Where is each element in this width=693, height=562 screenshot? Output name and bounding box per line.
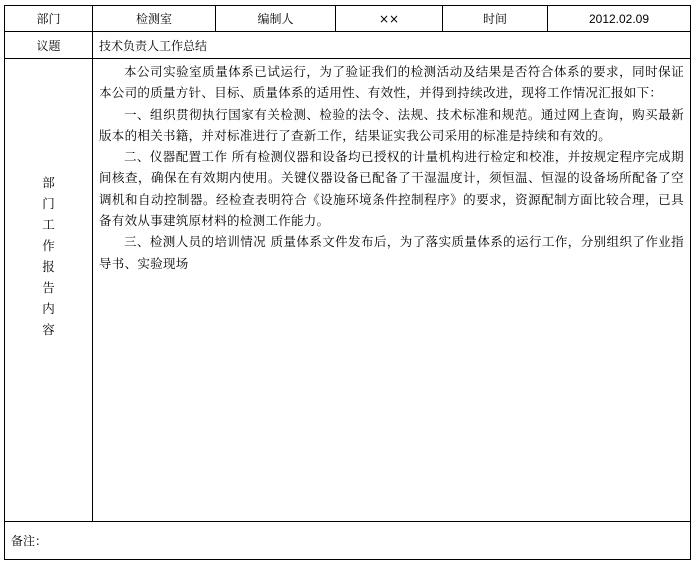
content-label-cell <box>5 59 93 522</box>
content-paragraph-4: 三、检测人员的培训情况 质量体系文件发布后，为了落实质量体系的运行工作，分别组织了作业指导书、实验现场 <box>99 234 684 271</box>
time-value: 2012.02.09 <box>548 6 691 32</box>
header-row <box>5 6 691 32</box>
topic-label: 议题 <box>5 32 93 59</box>
dept-value: 检测室 <box>93 6 216 32</box>
topic-row <box>5 32 691 59</box>
remark-label: 备注： <box>5 522 691 560</box>
remark-row <box>5 522 691 560</box>
time-label: 时间 <box>443 6 548 32</box>
content-label: 部门工作报告内容 <box>42 175 55 337</box>
report-form <box>4 5 691 560</box>
dept-label: 部门 <box>5 6 93 32</box>
content-row <box>5 59 691 522</box>
topic-value: 技术负责人工作总结 <box>93 32 691 59</box>
author-label: 编制人 <box>216 6 336 32</box>
content-paragraph-3: 二、仪器配置工作 所有检测仪器和设备均已授权的计量机构进行检定和校准，并按规定程序完成期间核查，确保在有效期内使用。关键仪器设备已配备了干湿温度计，须恒温、恒湿的设备场所配备了空调机和自动控制器。经检查表明符合《设施环境条件控制程序》的要求，资源配制方面比较合理，已具备有效从事建筑原材料的检测工作能力。 <box>99 149 684 229</box>
content-paragraph-1: 本公司实验室质量体系已试运行，为了验证我们的检测活动及结果是否符合体系的要求，同时保证本公司的质量方针、目标、质量体系的适用性、有效性，并得到持续改进，现将工作情况汇报如下： <box>99 64 684 101</box>
author-value: ×× <box>336 6 443 32</box>
content-body <box>93 59 691 522</box>
content-paragraph-2: 一、组织贯彻执行国家有关检测、检验的法令、法规、技术标准和规范。通过网上查询，购买最新版本的相关书籍，并对标准进行了查新工作，结果证实我公司采用的标准是持续和有效的。 <box>99 106 684 143</box>
